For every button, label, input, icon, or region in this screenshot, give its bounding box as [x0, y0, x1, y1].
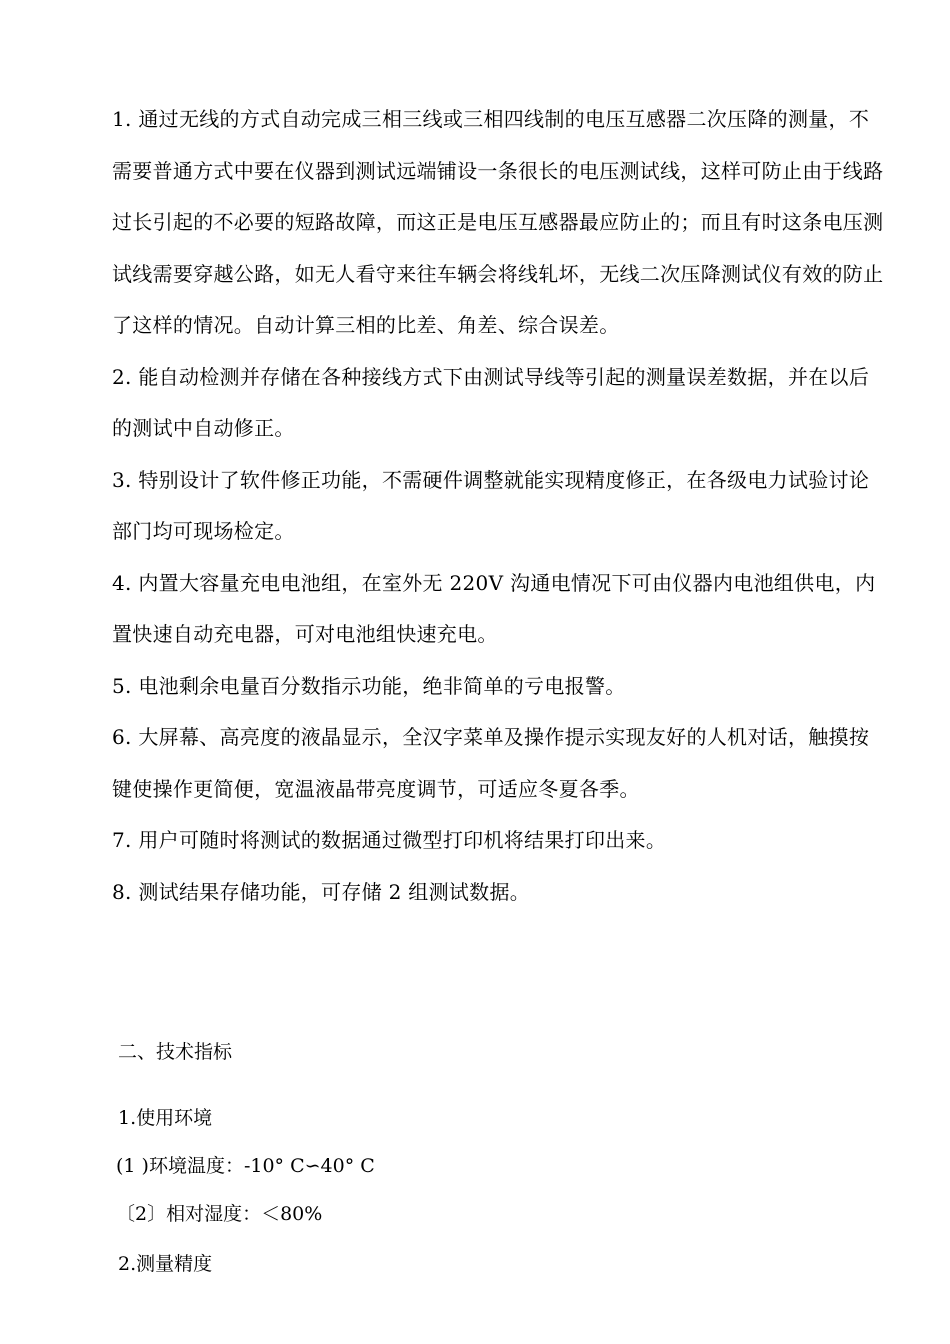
feature-item-7: 7. 用户可随时将测试的数据通过微型打印机将结果打印出来。 [112, 828, 667, 852]
humidity-spec: 〔2〕相对湿度：＜80% [116, 1203, 323, 1225]
temperature-spec: (1 )环境温度：-10° C∽40° C [116, 1155, 375, 1177]
feature-item-3: 3. 特别设计了软件修正功能，不需硬件调整就能实现精度修正，在各级电力试验讨论部门均可现场检定。 [112, 467, 870, 543]
feature-item-4: 4. 内置大容量充电电池组，在室外无 220V 沟通电情况下可由仪器内电池组供电，内置快速自动充电器，可对电池组快速充电。 [112, 570, 876, 646]
env-heading: 1.使用环境 [118, 1107, 213, 1129]
section-title: 二、技术指标 [118, 1041, 233, 1063]
feature-item-5: 5. 电池剩余电量百分数指示功能，绝非简单的亏电报警。 [112, 673, 626, 698]
feature-item-2: 2. 能自动检测并存储在各种接线方式下由测试导线等引起的测量误差数据，并在以后的测试中自动修正。 [112, 364, 870, 440]
accuracy-heading: 2.测量精度 [118, 1253, 213, 1275]
feature-item-1: 1. 通过无线的方式自动完成三相三线或三相四线制的电压互感器二次压降的测量，不需要普通方式中要在仪器到测试远端铺设一条很长的电压测试线，这样可防止由于线路过长引起的不必要的短路故障，而这正是电压互感器最应防止的；而且有时这条电压测试线需要穿越公路，如无人看守来往车辆会将线轧坏，无线二次压降测试仪有效的防止了这样的情况。自动计算三相的比差、角差、综合误差。 [112, 107, 884, 337]
feature-item-8: 8. 测试结果存储功能，可存储 2 组测试数据。 [112, 879, 531, 904]
feature-list [112, 94, 888, 918]
feature-item-6: 6. 大屏幕、高亮度的液晶显示，全汉字菜单及操作提示实现友好的人机对话，触摸按键使操作更简便，宽温液晶带亮度调节，可适应冬夏各季。 [112, 725, 870, 801]
